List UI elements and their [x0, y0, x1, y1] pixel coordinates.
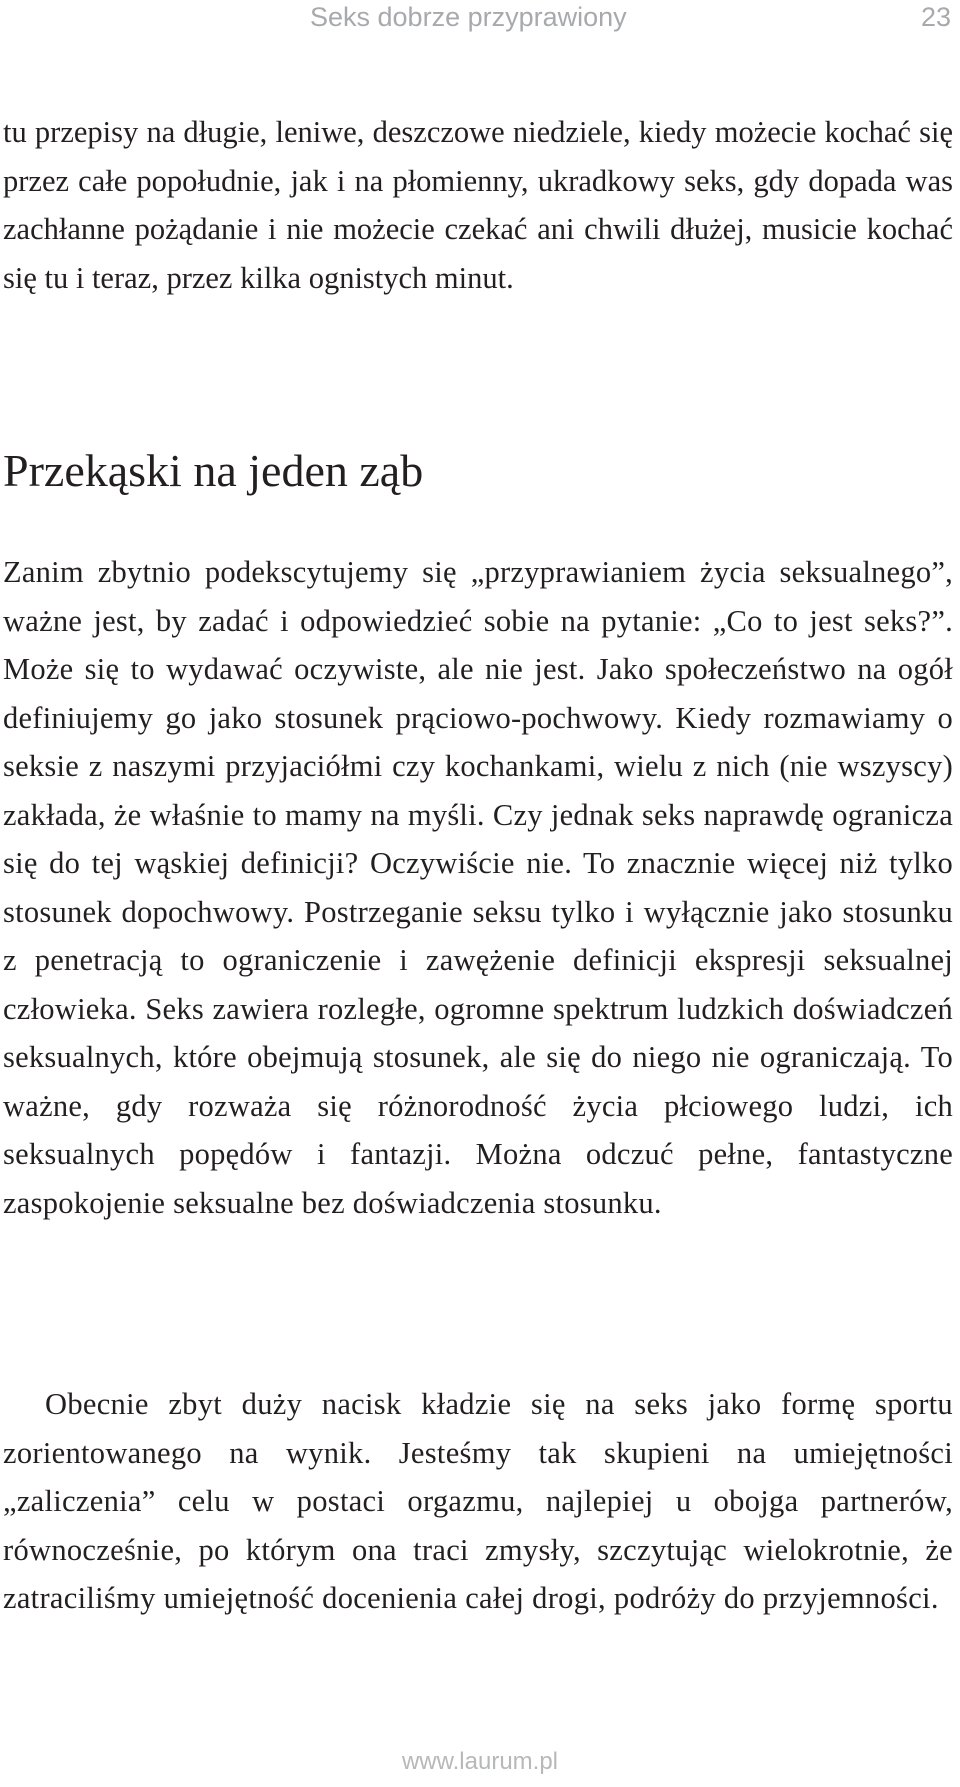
- footer-url: www.laurum.pl: [401, 1748, 559, 1775]
- section-heading: Przekąski na jeden ząb: [3, 445, 424, 496]
- body-paragraph-1: Zanim zbytnio podekscytujemy się „przyprawianiem życia seksualnego”, ważne jest, by zadać i odpowiedzieć sobie na pytanie: „Co to jest seks?”. Może się to wydawać oczywiste, ale nie jest. Jako społeczeństwo na ogół definiujemy go jako stosunek prąciowo-pochwowy. Kiedy rozmawiamy o seksie z naszymi przyjaciółmi czy kochankami, wielu z nich (nie wszyscy) zakłada, że właśnie to mamy na myśli. Czy jednak seks naprawdę ogranicza się do tej wąskiej definicji? Oczywiście nie. To znacznie więcej niż tylko stosunek dopochwowy. Postrzeganie seksu tylko i wyłącznie jako stosunku z penetracją to ograniczenie i zawężenie definicji ekspresji seksualnej człowieka. Seks zawiera rozległe, ogromne spektrum ludzkich doświadczeń seksualnych, które obejmują stosunek, ale się do niego nie ograniczają. To ważne, gdy rozważa się różnorodność życia płciowego ludzi, ich seksualnych popędów i fantazji. Można odczuć pełne, fantastyczne zaspokojenie seksualne bez doświadczenia stosunku.: [3, 555, 953, 1220]
- running-header: [0, 0, 960, 40]
- intro-paragraph: tu przepisy na długie, leniwe, deszczowe niedziele, kiedy możecie kochać się przez całe popołudnie, jak i na płomienny, ukradkowy seks, gdy dopada was zachłanne pożądanie i nie możecie czekać ani chwili dłużej, musicie kochać się tu i teraz, przez kilka ognistych minut.: [3, 115, 953, 295]
- page-number: 23: [920, 2, 951, 32]
- body-paragraph-2: Obecnie zbyt duży nacisk kładzie się na seks jako formę sportu zorientowanego na wynik. Jesteśmy tak skupieni na umiejętności „zaliczenia” celu w postaci orgazmu, najlepiej u obojga partnerów, równocześnie, po którym ona traci zmysły, szczytując wielokrotnie, że zatraciliśmy umiejętność docenienia całej drogi, podróży do przyjemności.: [3, 1387, 953, 1615]
- running-header-title: Seks dobrze przyprawiony: [310, 2, 627, 32]
